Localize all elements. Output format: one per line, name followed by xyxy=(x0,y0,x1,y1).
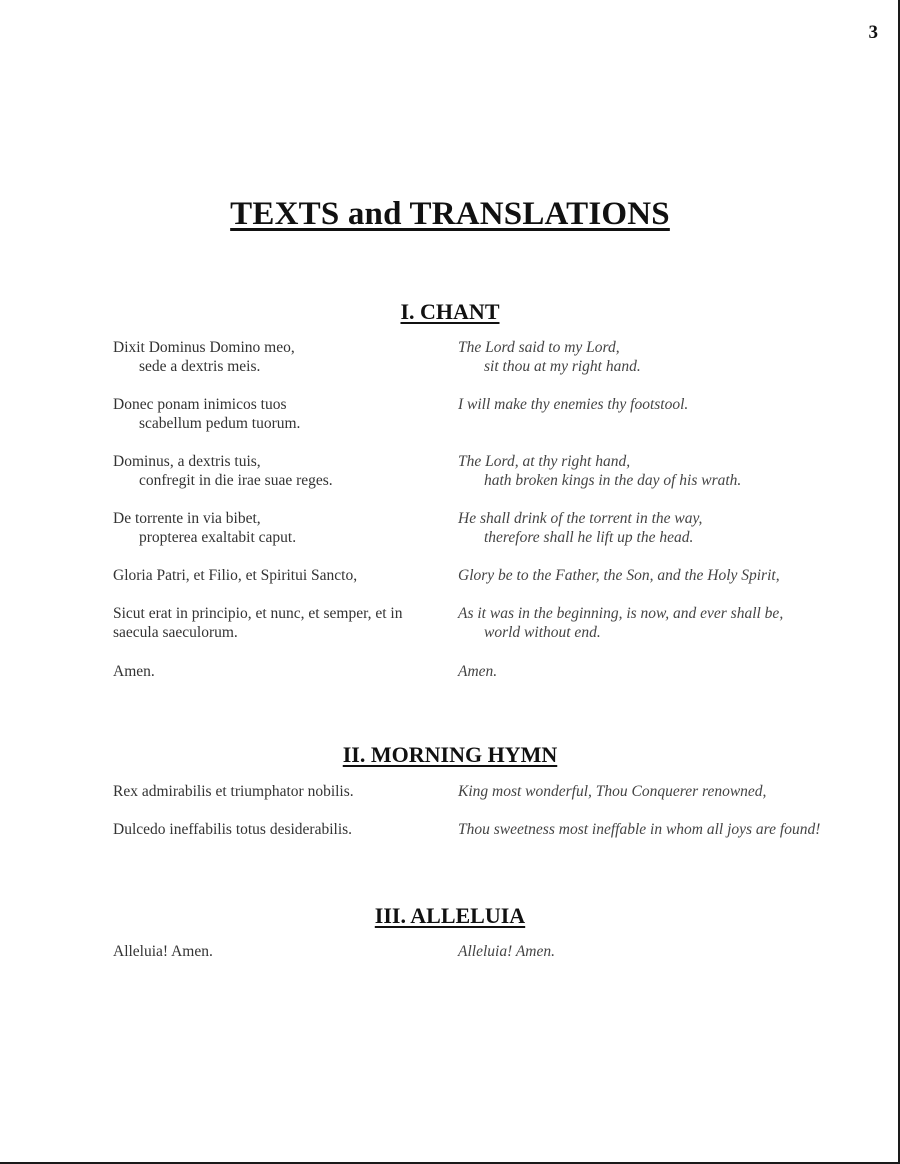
chant-stanza-6-latin xyxy=(113,604,443,642)
chant-stanza-2-latin xyxy=(113,395,443,433)
english-line: Alleluia! Amen. xyxy=(458,943,555,960)
english-line: He shall drink of the torrent in the way, xyxy=(458,510,703,527)
section-heading-morning-hymn: II. MORNING HYMN xyxy=(342,742,558,767)
english-line: Amen. xyxy=(458,663,498,680)
latin-line: Dominus, a dextris tuis, xyxy=(113,453,261,470)
latin-line: sede a dextris meis. xyxy=(139,358,261,375)
latin-line: confregit in die irae suae reges. xyxy=(139,472,333,489)
latin-line: Sicut erat in principio, et nunc, et semper, et in xyxy=(113,605,403,622)
chant-stanza-2-english xyxy=(458,395,878,414)
section-heading-chant: I. CHANT xyxy=(400,299,500,324)
chant-stanza-5-latin xyxy=(113,566,443,585)
latin-line: Rex admirabilis et triumphator nobilis. xyxy=(113,783,354,800)
latin-line: Dulcedo ineffabilis totus desiderabilis. xyxy=(113,821,353,838)
page-title: TEXTS and TRANSLATIONS xyxy=(230,196,670,232)
chant-stanza-6-english xyxy=(458,604,878,642)
english-line: hath broken kings in the day of his wrath. xyxy=(484,472,742,489)
latin-line: Gloria Patri, et Filio, et Spiritui Sancto, xyxy=(113,567,358,584)
chant-stanza-1-latin xyxy=(113,338,443,376)
latin-line: scabellum pedum tuorum. xyxy=(139,415,301,432)
alleluia-stanza-english xyxy=(458,942,878,961)
english-line: sit thou at my right hand. xyxy=(484,358,641,375)
page-number: 3 xyxy=(868,22,878,43)
chant-stanza-5-english xyxy=(458,566,878,585)
hymn-stanza-2-latin xyxy=(113,820,443,839)
english-line: Thou sweetness most ineffable in whom all joys are found! xyxy=(458,821,821,838)
english-line: Glory be to the Father, the Son, and the Holy Spirit, xyxy=(458,567,780,584)
english-line: The Lord said to my Lord, xyxy=(458,339,620,356)
chant-stanza-1-english xyxy=(458,338,878,376)
latin-line: saecula saeculorum. xyxy=(113,624,238,641)
chant-stanza-3-latin xyxy=(113,452,443,490)
latin-line: propterea exaltabit caput. xyxy=(139,529,297,546)
latin-line: Alleluia! Amen. xyxy=(113,943,213,960)
chant-stanza-7-latin xyxy=(113,662,443,681)
english-line: world without end. xyxy=(484,624,601,641)
chant-stanza-3-english xyxy=(458,452,878,490)
alleluia-stanza-latin xyxy=(113,942,443,961)
hymn-stanza-2-english xyxy=(458,820,878,839)
latin-line: Amen. xyxy=(113,663,155,680)
english-line: The Lord, at thy right hand, xyxy=(458,453,631,470)
hymn-stanza-1-english xyxy=(458,782,878,801)
section-heading-alleluia: III. ALLELUIA xyxy=(374,903,526,928)
english-line: As it was in the beginning, is now, and ever shall be, xyxy=(458,605,784,622)
english-line: therefore shall he lift up the head. xyxy=(484,529,694,546)
chant-stanza-7-english xyxy=(458,662,878,681)
latin-line: De torrente in via bibet, xyxy=(113,510,261,527)
chant-stanza-4-latin xyxy=(113,509,443,547)
english-line: King most wonderful, Thou Conquerer renowned, xyxy=(458,783,767,800)
latin-line: Dixit Dominus Domino meo, xyxy=(113,339,295,356)
chant-stanza-4-english xyxy=(458,509,878,547)
english-line: I will make thy enemies thy footstool. xyxy=(458,396,689,413)
hymn-stanza-1-latin xyxy=(113,782,443,801)
latin-line: Donec ponam inimicos tuos xyxy=(113,396,287,413)
